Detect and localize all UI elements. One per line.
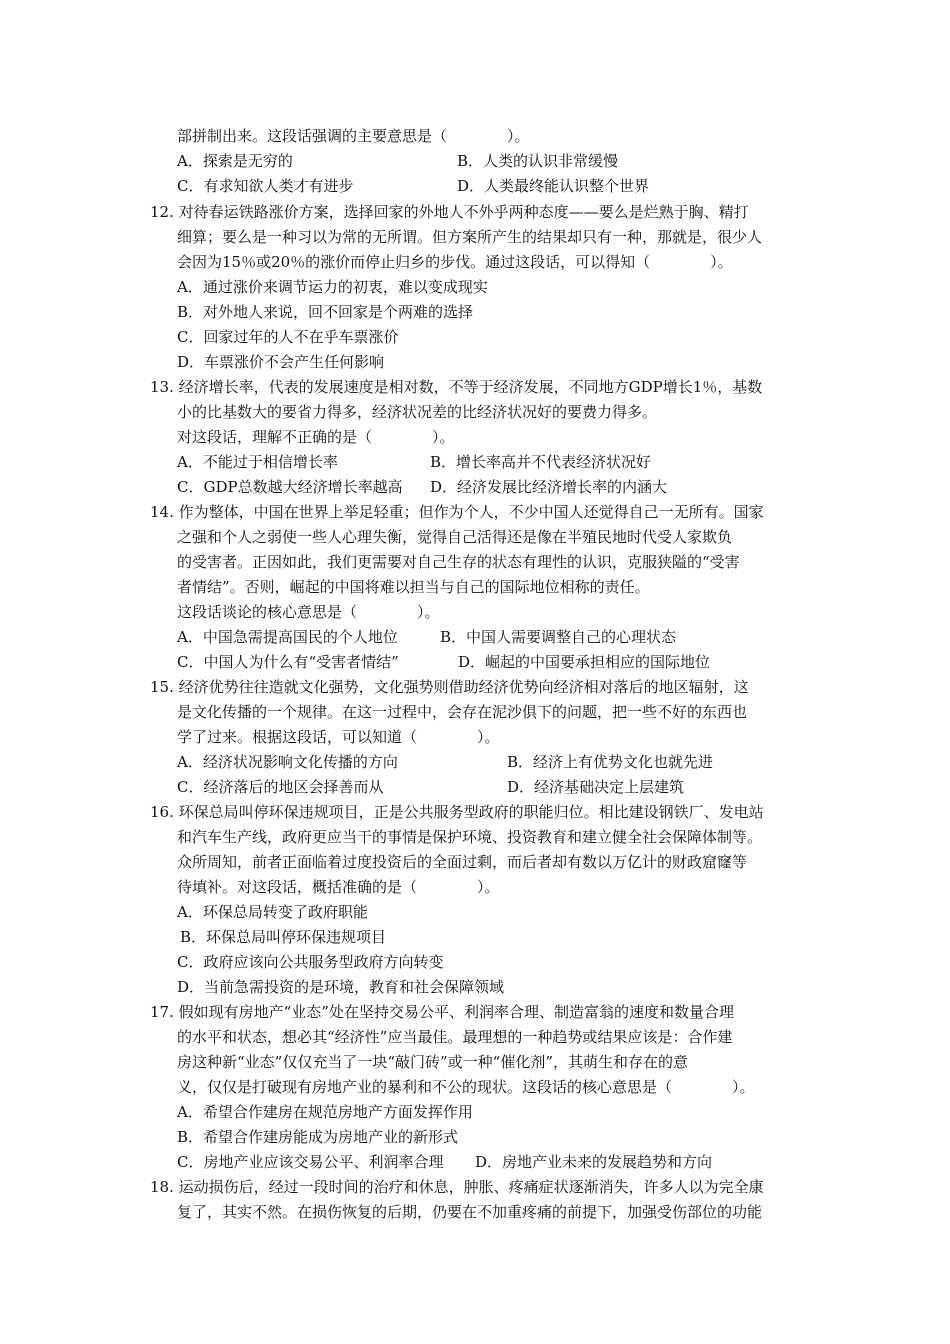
q14-option-c: C．中国人为什么有“受害者情结”: [177, 653, 399, 671]
q12-stem-line-2: 细算；要么是一种习以为常的无所谓。但方案所产生的结果却只有一种，那就是，很少人: [177, 228, 763, 246]
q12-option-d: D．车票涨价不会产生任何影响: [177, 353, 385, 371]
q18-stem-line-1: 18. 运动损伤后，经过一段时间的治疗和休息，肿胀、疼痛症状逐渐消失，许多人以为完全康: [150, 1178, 764, 1196]
q17-stem-line-1: 17. 假如现有房地产“业态”处在坚持交易公平、利润率合理、制造富翁的速度和数量合理: [150, 1003, 734, 1021]
q15-option-b: B．经济上有优势文化也就先进: [507, 753, 714, 771]
q16-option-b: B．环保总局叫停环保违规项目: [180, 928, 387, 946]
q15-stem-line-3: 学了过来。根据这段话，可以知道（ ）。: [177, 728, 500, 746]
q15-stem-line-1: 15. 经济优势往往造就文化强势，文化强势则借助经济优势向经济相对落后的地区辐射，这: [150, 678, 749, 696]
intro-option-a: A．探索是无穷的: [177, 152, 293, 170]
q14-stem-line-2: 之强和个人之弱使一些人心理失衡，觉得自己活得还是像在半殖民地时代受人家欺负: [177, 528, 733, 546]
q15-option-d: D．经济基础决定上层建筑: [507, 778, 685, 796]
q13-option-c: C．GDP总数越大经济增长率越高: [177, 478, 403, 496]
q12-option-a: A．通过涨价来调节运力的初衷，难以变成现实: [177, 278, 488, 296]
intro-option-b: B．人类的认识非常缓慢: [457, 152, 619, 170]
q14-stem-line-5: 这段话谈论的核心意思是（ ）。: [177, 603, 440, 621]
q13-option-a: A．不能过于相信增长率: [177, 453, 338, 471]
q14-option-d: D．崛起的中国要承担相应的国际地位: [458, 653, 711, 671]
intro-option-c: C．有求知欲人类才有进步: [177, 177, 354, 195]
q13-stem-line-2: 小的比基数大的要省力得多，经济状况差的比经济状况好的要费力得多。: [177, 403, 658, 421]
q12-stem-line-1: 12. 对待春运铁路涨价方案，选择回家的外地人不外乎两种态度——要么是烂熟于胸、精打: [150, 203, 749, 221]
q13-option-b: B．增长率高并不代表经济状况好: [430, 453, 652, 471]
intro-text: 部拼制出来。这段话强调的主要意思是（ ）。: [177, 127, 530, 145]
q16-stem-line-3: 众所周知，前者正面临着过度投资后的全面过剩，而后者却有数以万亿计的财政窟窿等: [177, 853, 748, 871]
intro-option-d: D．人类最终能认识整个世界: [457, 177, 650, 195]
q13-stem-line-3: 对这段话，理解不正确的是（ ）。: [177, 428, 455, 446]
q12-option-b: B．对外地人来说，回不回家是个两难的选择: [177, 303, 474, 321]
q15-stem-line-2: 是文化传播的一个规律。在这一过程中，会存在泥沙俱下的问题，把一些不好的东西也: [177, 703, 748, 721]
q13-option-d: D．经济发展比经济增长率的内涵大: [430, 478, 668, 496]
q12-stem-line-3: 会因为15％或20％的涨价而停止归乡的步伐。通过这段话，可以得知（ ）。: [177, 253, 733, 271]
q17-option-b: B．希望合作建房能成为房地产业的新形式: [177, 1128, 459, 1146]
q16-stem-line-1: 16. 环保总局叫停环保违规项目，正是公共服务型政府的职能归位。相比建设钢铁厂、发电站: [150, 803, 764, 821]
q12-option-c: C．回家过年的人不在乎车票涨价: [177, 328, 399, 346]
q17-option-c: C．房地产业应该交易公平、利润率合理: [177, 1153, 444, 1171]
q14-stem-line-4: 者情结”。否则，崛起的中国将难以担当与自己的国际地位相称的责任。: [177, 578, 650, 596]
q17-option-a: A．希望合作建房在规范房地产方面发挥作用: [177, 1103, 473, 1121]
q17-stem-line-3: 房这种新“业态”仅仅充当了一块“敲门砖”或一种“催化剂”，其萌生和存在的意: [177, 1053, 689, 1071]
q14-stem-line-1: 14. 作为整体，中国在世界上举足轻重；但作为个人，不少中国人还觉得自己一无所有。国家: [150, 503, 764, 521]
q14-option-a: A．中国急需提高国民的个人地位: [177, 628, 398, 646]
q16-option-c: C．政府应该向公共服务型政府方向转变: [177, 953, 444, 971]
q16-stem-line-2: 和汽车生产线，政府更应当干的事情是保护环境、投资教育和建立健全社会保障体制等。: [177, 828, 763, 846]
q17-option-d: D．房地产业未来的发展趋势和方向: [475, 1153, 713, 1171]
q16-option-a: A．环保总局转变了政府职能: [177, 903, 368, 921]
q17-stem-line-4: 义，仅仅是打破现有房地产业的暴利和不公的现状。这段话的核心意思是（ ）。: [177, 1078, 755, 1096]
q16-option-d: D．当前急需投资的是环境，教育和社会保障领域: [177, 978, 505, 996]
q15-option-c: C．经济落后的地区会择善而从: [177, 778, 384, 796]
q16-stem-line-4: 待填补。对这段话，概括准确的是（ ）。: [177, 878, 500, 896]
q18-stem-line-2: 复了，其实不然。在损伤恢复的后期，仍要在不加重疼痛的前提下，加强受伤部位的功能: [177, 1203, 763, 1221]
q15-option-a: A．经济状况影响文化传播的方向: [177, 753, 398, 771]
q17-stem-line-2: 的水平和状态，想必其“经济性”应当最佳。最理想的一种趋势或结果应该是：合作建: [177, 1028, 733, 1046]
q14-option-b: B．中国人需要调整自己的心理状态: [440, 628, 677, 646]
q13-stem-line-1: 13. 经济增长率，代表的发展速度是相对数，不等于经济发展，不同地方GDP增长1％，基数: [150, 378, 763, 396]
q14-stem-line-3: 的受害者。正因如此，我们更需要对自己生存的状态有理性的认识，克服狭隘的“受害: [177, 553, 740, 571]
